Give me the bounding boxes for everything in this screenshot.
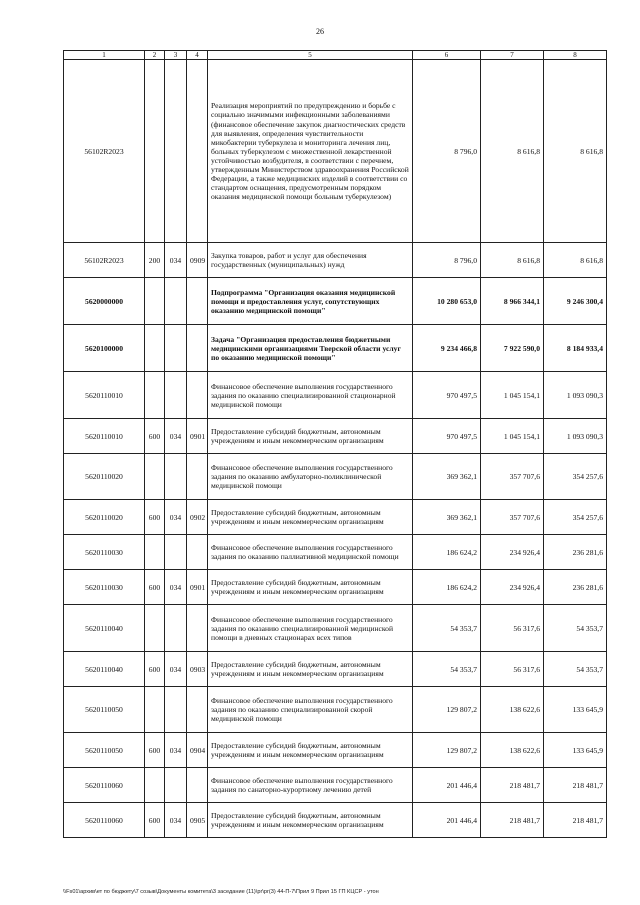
amount-cell-col8: 1 093 090,3 xyxy=(544,419,607,454)
expense-type-cell: 600 xyxy=(145,570,165,605)
description-cell: Финансовое обеспечение выполнения государственного задания по оказанию паллиативной медицинской помощи xyxy=(208,535,413,570)
administrator-cell xyxy=(165,454,187,500)
amount-cell-col6: 129 807,2 xyxy=(413,687,481,733)
amount-cell-col7: 8 966 344,1 xyxy=(481,278,544,325)
amount-cell-col6: 9 234 466,8 xyxy=(413,325,481,372)
description-cell: Предоставление субсидий бюджетным, автономным учреждениям и иным некоммерческим организациям xyxy=(208,419,413,454)
code-cell: 5620110050 xyxy=(64,687,145,733)
table-row xyxy=(64,372,607,419)
section-cell: 0901 xyxy=(187,570,208,605)
amount-cell-col6: 369 362,1 xyxy=(413,500,481,535)
table-row xyxy=(64,803,607,838)
section-cell xyxy=(187,768,208,803)
table-row xyxy=(64,419,607,454)
description-cell: Финансовое обеспечение выполнения государственного задания по санаторно-курортному лечению детей xyxy=(208,768,413,803)
code-cell: 5620110030 xyxy=(64,570,145,605)
table-row xyxy=(64,535,607,570)
description-cell: Задача "Организация предоставления бюджетными медицинскими организациями Тверской области услуг по оказанию медицинской помощи" xyxy=(208,325,413,372)
table-row xyxy=(64,605,607,652)
amount-cell-col7: 56 317,6 xyxy=(481,605,544,652)
amount-cell-col8: 8 616,8 xyxy=(544,60,607,243)
column-header-8: 8 xyxy=(544,51,607,60)
description-cell: Финансовое обеспечение выполнения государственного задания по оказанию амбулаторно-поликлинической медицинской помощи xyxy=(208,454,413,500)
expense-type-cell xyxy=(145,325,165,372)
section-cell xyxy=(187,535,208,570)
section-cell: 0905 xyxy=(187,803,208,838)
amount-cell-col6: 201 446,4 xyxy=(413,803,481,838)
code-cell: 5620110020 xyxy=(64,500,145,535)
amount-cell-col7: 234 926,4 xyxy=(481,570,544,605)
section-cell xyxy=(187,325,208,372)
amount-cell-col7: 8 616,8 xyxy=(481,60,544,243)
expense-type-cell xyxy=(145,605,165,652)
column-header-5: 5 xyxy=(208,51,413,60)
amount-cell-col7: 7 922 590,0 xyxy=(481,325,544,372)
amount-cell-col7: 357 707,6 xyxy=(481,454,544,500)
section-cell xyxy=(187,687,208,733)
expense-type-cell xyxy=(145,454,165,500)
description-cell: Предоставление субсидий бюджетным, автономным учреждениям и иным некоммерческим организациям xyxy=(208,500,413,535)
section-cell xyxy=(187,372,208,419)
expense-type-cell xyxy=(145,372,165,419)
amount-cell-col6: 970 497,5 xyxy=(413,419,481,454)
code-cell: 5620100000 xyxy=(64,325,145,372)
description-cell: Предоставление субсидий бюджетным, автономным учреждениям и иным некоммерческим организациям xyxy=(208,570,413,605)
amount-cell-col7: 218 481,7 xyxy=(481,803,544,838)
code-cell: 56102R2023 xyxy=(64,60,145,243)
code-cell: 5620110020 xyxy=(64,454,145,500)
section-cell: 0909 xyxy=(187,243,208,278)
description-cell: Реализация мероприятий по предупреждению и борьбе с социально значимыми инфекционными заболеваниями (финансовое обеспечение закупок диагностических средств для выявления, определения чувствительности микобактерии туберкулеза и мониторинга лечения лиц, больных туберкулезом с множественной лекарственной устойчивостью возбудителя, в соответствии с перечнем, утвержденным Министерством здравоохранения Российской Федерации, а также медицинских изделий в соответствии со стандартом оснащения, предусмотренным порядком оказания медицинской помощи больным туберкулезом) xyxy=(208,60,413,243)
administrator-cell: 034 xyxy=(165,803,187,838)
table-row xyxy=(64,733,607,768)
expense-type-cell: 600 xyxy=(145,803,165,838)
description-cell: Предоставление субсидий бюджетным, автономным учреждениям и иным некоммерческим организациям xyxy=(208,803,413,838)
description-cell: Предоставление субсидий бюджетным, автономным учреждениям и иным некоммерческим организациям xyxy=(208,733,413,768)
administrator-cell xyxy=(165,768,187,803)
amount-cell-col7: 218 481,7 xyxy=(481,768,544,803)
section-cell xyxy=(187,60,208,243)
amount-cell-col8: 218 481,7 xyxy=(544,803,607,838)
administrator-cell: 034 xyxy=(165,500,187,535)
amount-cell-col8: 1 093 090,3 xyxy=(544,372,607,419)
description-cell: Финансовое обеспечение выполнения государственного задания по оказанию специализированной медицинской помощи в дневных стационарах всех типов xyxy=(208,605,413,652)
administrator-cell xyxy=(165,535,187,570)
section-cell xyxy=(187,605,208,652)
description-cell: Предоставление субсидий бюджетным, автономным учреждениям и иным некоммерческим организациям xyxy=(208,652,413,687)
section-cell: 0904 xyxy=(187,733,208,768)
column-header-1: 1 xyxy=(64,51,145,60)
expense-type-cell xyxy=(145,768,165,803)
amount-cell-col6: 129 807,2 xyxy=(413,733,481,768)
column-header-4: 4 xyxy=(187,51,208,60)
table-row xyxy=(64,278,607,325)
amount-cell-col6: 8 796,0 xyxy=(413,60,481,243)
amount-cell-col6: 54 353,7 xyxy=(413,652,481,687)
section-cell: 0903 xyxy=(187,652,208,687)
amount-cell-col8: 236 281,6 xyxy=(544,570,607,605)
description-cell: Закупка товаров, работ и услуг для обеспечения государственных (муниципальных) нужд xyxy=(208,243,413,278)
description-cell: Финансовое обеспечение выполнения государственного задания по оказанию специализированной скорой медицинской помощи xyxy=(208,687,413,733)
expense-type-cell: 600 xyxy=(145,733,165,768)
code-cell: 5620110060 xyxy=(64,803,145,838)
administrator-cell xyxy=(165,60,187,243)
amount-cell-col8: 218 481,7 xyxy=(544,768,607,803)
section-cell: 0902 xyxy=(187,500,208,535)
column-header-3: 3 xyxy=(165,51,187,60)
amount-cell-col6: 186 624,2 xyxy=(413,535,481,570)
expense-type-cell: 600 xyxy=(145,500,165,535)
administrator-cell xyxy=(165,687,187,733)
amount-cell-col6: 369 362,1 xyxy=(413,454,481,500)
code-cell: 56102R2023 xyxy=(64,243,145,278)
description-cell: Финансовое обеспечение выполнения государственного задания по оказанию специализированной стационарной медицинской помощи xyxy=(208,372,413,419)
amount-cell-col6: 8 796,0 xyxy=(413,243,481,278)
amount-cell-col6: 54 353,7 xyxy=(413,605,481,652)
table-row xyxy=(64,768,607,803)
amount-cell-col8: 54 353,7 xyxy=(544,605,607,652)
table-row xyxy=(64,454,607,500)
amount-cell-col7: 8 616,8 xyxy=(481,243,544,278)
expense-type-cell xyxy=(145,687,165,733)
page-number: 26 xyxy=(316,27,324,36)
table-row xyxy=(64,325,607,372)
administrator-cell: 034 xyxy=(165,570,187,605)
amount-cell-col8: 54 353,7 xyxy=(544,652,607,687)
amount-cell-col8: 133 645,9 xyxy=(544,687,607,733)
table-row xyxy=(64,243,607,278)
amount-cell-col8: 236 281,6 xyxy=(544,535,607,570)
code-cell: 5620110040 xyxy=(64,605,145,652)
column-header-2: 2 xyxy=(145,51,165,60)
amount-cell-col8: 354 257,6 xyxy=(544,454,607,500)
administrator-cell: 034 xyxy=(165,243,187,278)
amount-cell-col7: 138 622,6 xyxy=(481,687,544,733)
column-header-6: 6 xyxy=(413,51,481,60)
code-cell: 5620110060 xyxy=(64,768,145,803)
budget-table xyxy=(63,50,607,838)
file-path-footer: \\Fs01\архив\ет по бюджету\7 созыв\Документы комитета\3 заседание (11)\pr\pr(3) 44-П-7\Прил 9 Прил 15 ГП КЦСР - утон xyxy=(63,889,379,895)
amount-cell-col6: 970 497,5 xyxy=(413,372,481,419)
table-row xyxy=(64,60,607,243)
code-cell: 5620110050 xyxy=(64,733,145,768)
administrator-cell: 034 xyxy=(165,733,187,768)
amount-cell-col7: 138 622,6 xyxy=(481,733,544,768)
table-row xyxy=(64,687,607,733)
expense-type-cell: 600 xyxy=(145,652,165,687)
expense-type-cell: 200 xyxy=(145,243,165,278)
code-cell: 5620110040 xyxy=(64,652,145,687)
amount-cell-col6: 201 446,4 xyxy=(413,768,481,803)
amount-cell-col8: 8 616,8 xyxy=(544,243,607,278)
administrator-cell xyxy=(165,278,187,325)
amount-cell-col8: 354 257,6 xyxy=(544,500,607,535)
table-row xyxy=(64,652,607,687)
column-header-7: 7 xyxy=(481,51,544,60)
code-cell: 5620110010 xyxy=(64,372,145,419)
amount-cell-col8: 133 645,9 xyxy=(544,733,607,768)
amount-cell-col7: 56 317,6 xyxy=(481,652,544,687)
section-cell: 0901 xyxy=(187,419,208,454)
expense-type-cell xyxy=(145,278,165,325)
administrator-cell: 034 xyxy=(165,419,187,454)
code-cell: 5620110030 xyxy=(64,535,145,570)
expense-type-cell: 600 xyxy=(145,419,165,454)
header-row xyxy=(64,51,607,60)
code-cell: 5620000000 xyxy=(64,278,145,325)
code-cell: 5620110010 xyxy=(64,419,145,454)
administrator-cell xyxy=(165,605,187,652)
amount-cell-col8: 9 246 300,4 xyxy=(544,278,607,325)
section-cell xyxy=(187,278,208,325)
expense-type-cell xyxy=(145,535,165,570)
description-cell: Подпрограмма "Организация оказания медицинской помощи и предоставления услуг, сопутствующих оказанию медицинской помощи" xyxy=(208,278,413,325)
table-row xyxy=(64,500,607,535)
section-cell xyxy=(187,454,208,500)
amount-cell-col7: 1 045 154,1 xyxy=(481,372,544,419)
table-row xyxy=(64,570,607,605)
amount-cell-col6: 10 280 653,0 xyxy=(413,278,481,325)
amount-cell-col6: 186 624,2 xyxy=(413,570,481,605)
administrator-cell: 034 xyxy=(165,652,187,687)
administrator-cell xyxy=(165,372,187,419)
expense-type-cell xyxy=(145,60,165,243)
amount-cell-col7: 1 045 154,1 xyxy=(481,419,544,454)
amount-cell-col8: 8 184 933,4 xyxy=(544,325,607,372)
administrator-cell xyxy=(165,325,187,372)
amount-cell-col7: 234 926,4 xyxy=(481,535,544,570)
amount-cell-col7: 357 707,6 xyxy=(481,500,544,535)
